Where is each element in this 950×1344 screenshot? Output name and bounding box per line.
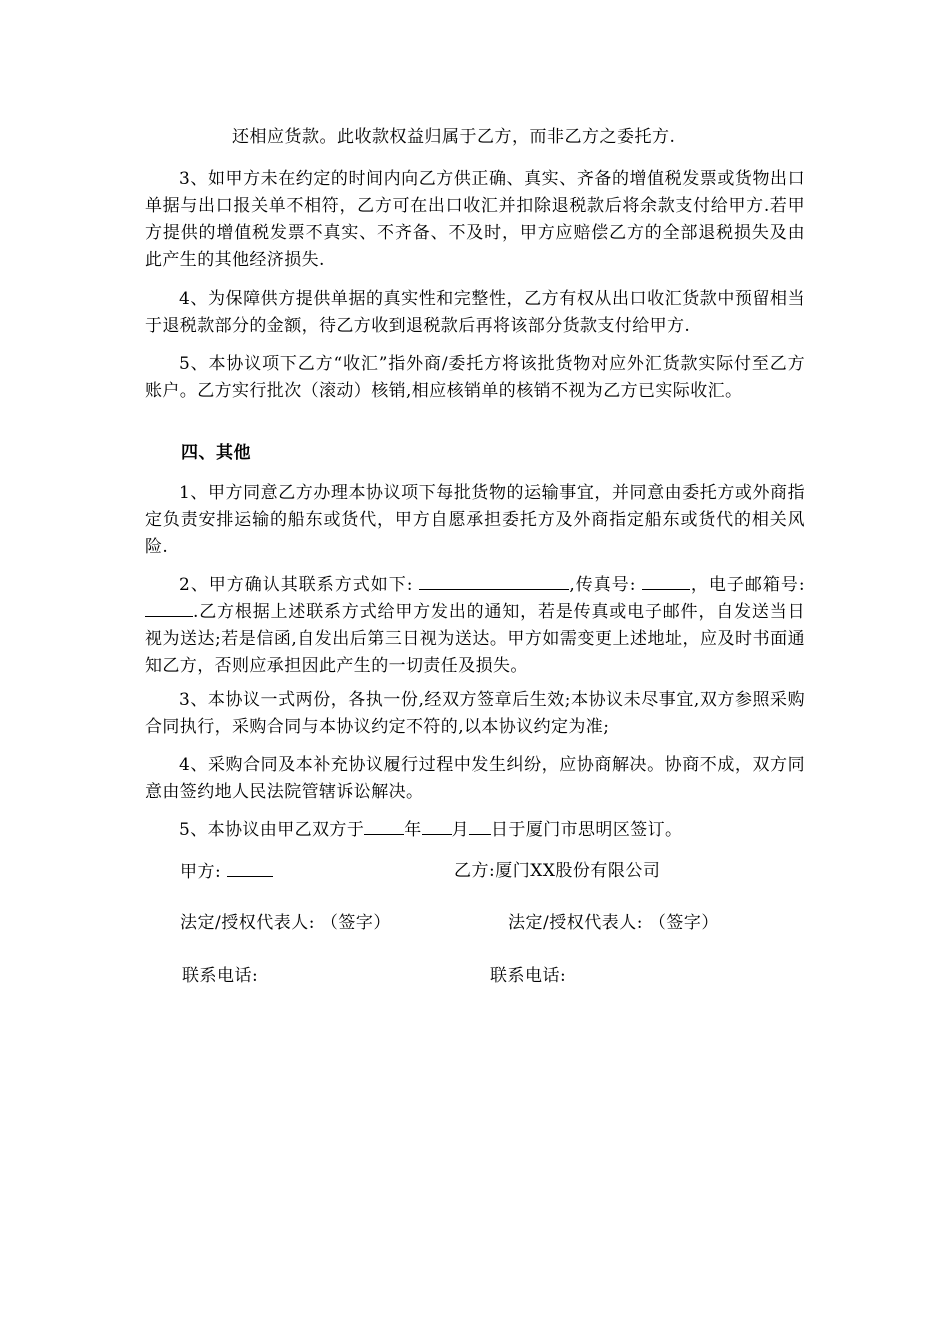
section3-clause-4: 4、为保障供方提供单据的真实性和完整性，乙方有权从出口收汇货款中预留相当于退税款部分的金额，待乙方收到退税款后再将该部分货款支付给甲方. (145, 289, 805, 336)
section4-clause-1: 1、甲方同意乙方办理本协议项下每批货物的运输事宜，并同意由委托方或外商指定负责安排运输的船东或货代，甲方自愿承担委托方及外商指定船东或货代的相关风险. (145, 483, 805, 557)
party-a (180, 860, 273, 883)
section4-clause-3: 3、本协议一式两份，各执一份,经双方签章后生效;本协议未尽事宜,双方参照采购合同执行，采购合同与本协议约定不符的,以本协议约定为准; (145, 690, 805, 737)
party-a-phone: 联系电话: (182, 966, 259, 986)
clause5-text-a: 5、本协议由甲乙双方于 (179, 820, 365, 840)
party-a-blank (227, 860, 273, 877)
party-a-label: 甲方: (180, 862, 222, 882)
section4-heading: 四、其他 (181, 443, 251, 463)
section3-clause-3: 3、如甲方未在约定的时间内向乙方供正确、真实、齐备的增值税发票或货物出口单据与出口报关单不相符，乙方可在出口收汇并扣除退税款后将余款支付给甲方.若甲方提供的增值税发票不真实、不齐备、不及时，甲方应赔偿乙方的全部退税损失及由此产生的其他经济损失. (145, 169, 805, 270)
phone-blank (419, 573, 569, 590)
section4-clause-4: 4、采购合同及本补充协议履行过程中发生纠纷，应协商解决。协商不成，双方同意由签约地人民法院管辖诉讼解决。 (145, 755, 805, 802)
day-blank (469, 818, 491, 835)
clause2-text-a: 2、甲方确认其联系方式如下: (179, 575, 413, 595)
section4-clause-5 (145, 817, 805, 844)
fax-blank (642, 573, 690, 590)
clause2-text-c: ，电子邮箱号: (690, 575, 805, 595)
section4-clause-2 (145, 572, 805, 680)
month-blank (422, 818, 452, 835)
clause2-text-b: ,传真号: (569, 575, 636, 595)
clause5-text-c: 月 (451, 820, 470, 840)
party-b: 乙方:厦门XX股份有限公司 (454, 861, 661, 881)
party-a-representative: 法定/授权代表人: （签字） (180, 913, 391, 933)
party-b-phone: 联系电话: (490, 966, 567, 986)
clause5-text-b: 年 (404, 820, 422, 840)
clause5-text-d: 日于厦门市思明区签订。 (491, 820, 683, 840)
email-blank (145, 600, 193, 617)
year-blank (364, 818, 404, 835)
clause2-text-d: .乙方根据上述联系方式给甲方发出的通知，若是传真或电子邮件，自发送当日视为送达;若是信函,自发出后第三日视为送达。甲方如需变更上述地址，应及时书面通知乙方，否则应承担因此产生的一切责任及损失。 (145, 602, 805, 676)
party-b-representative: 法定/授权代表人: （签字） (508, 913, 719, 933)
section3-clause-5: 5、本协议项下乙方“收汇”指外商/委托方将该批货物对应外汇货款实际付至乙方账户。乙方实行批次（滚动）核销,相应核销单的核销不视为乙方已实际收汇。 (145, 354, 805, 401)
section3-continuation: 还相应货款。此收款权益归属于乙方，而非乙方之委托方. (232, 127, 676, 147)
